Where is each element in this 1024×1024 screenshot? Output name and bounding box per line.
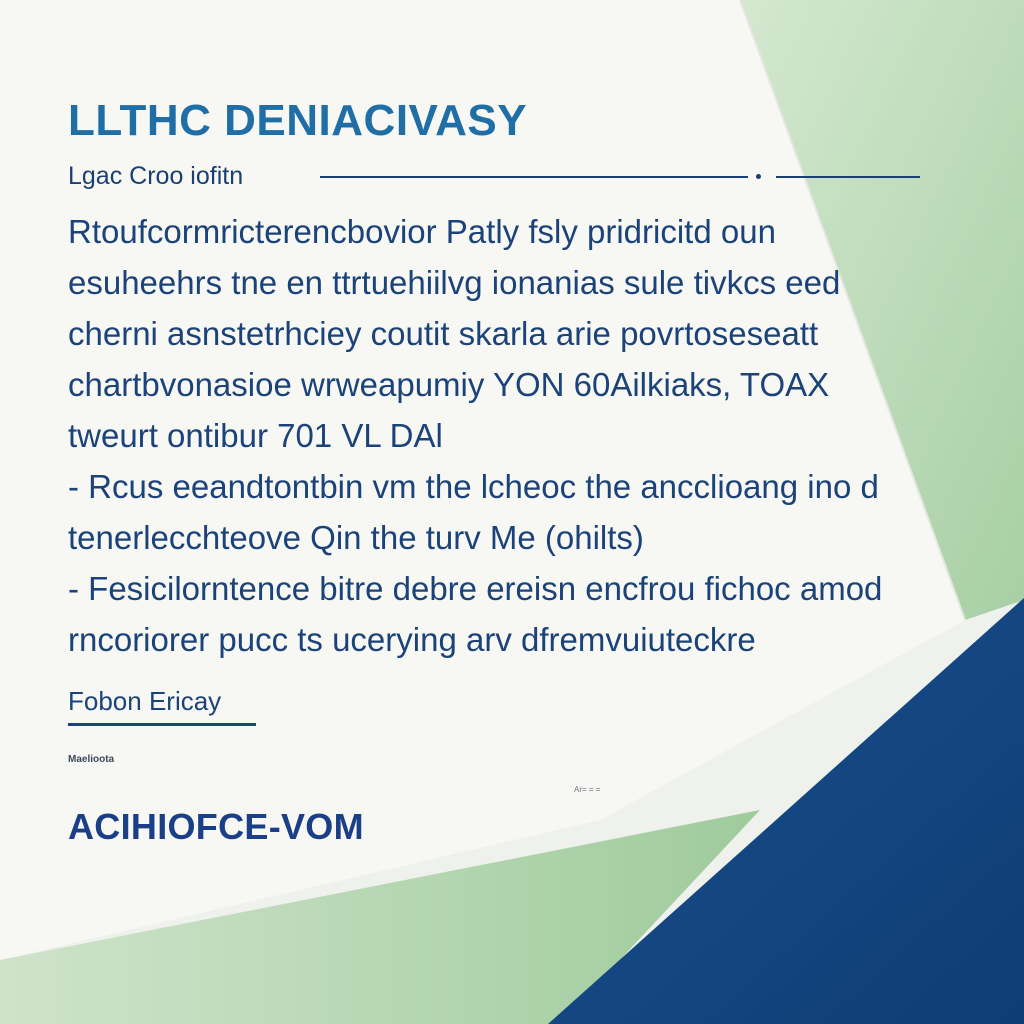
divider-rule [320,176,748,178]
body-text [68,206,928,665]
paragraph-line: tweurt ontibur 701 VL DAl [68,417,443,454]
link-label[interactable]: Fobon Ericay [68,686,222,716]
subheading-row [68,162,920,196]
bullet-line: rncoriorer pucc ts ucerying arv dfremvuiuteckre [68,621,756,658]
paragraph-line: chartbvonasioe wrweapumiy YON 60Ailkiaks, TOAX [68,366,830,403]
underlined-link[interactable] [68,686,256,726]
brand-name: ACIHIOFCE-VOM [68,806,364,847]
small-mark: Ar= = = [574,785,601,794]
divider-dot [756,174,761,179]
headline: LLTHC DENIACIVASY [68,96,528,145]
document-content [68,0,938,1024]
small-caption: Maelioota [68,754,115,765]
bullet-line: tenerlecchteove Qin the turv Me (ohilts) [68,519,644,556]
link-underline [68,723,256,726]
paragraph-line: cherni asnstetrhciey coutit skarla arie povrtoseseatt [68,315,819,352]
bullet-line: - Fesicilorntence bitre debre ereisn encfrou fichoc amod [68,570,883,607]
divider-rule-short [776,176,920,178]
paragraph-line: esuheehrs tne en ttrtuehiilvg ionanias sule tivkcs eed [68,264,841,301]
paragraph-line: Rtoufcormricterencbovior Patly fsly pridricitd oun [68,213,776,250]
bullet-line: - Rcus eeandtontbin vm the lcheoc the ancclioang ino d [68,468,879,505]
subheading: Lgac Croo iofitn [68,162,244,190]
